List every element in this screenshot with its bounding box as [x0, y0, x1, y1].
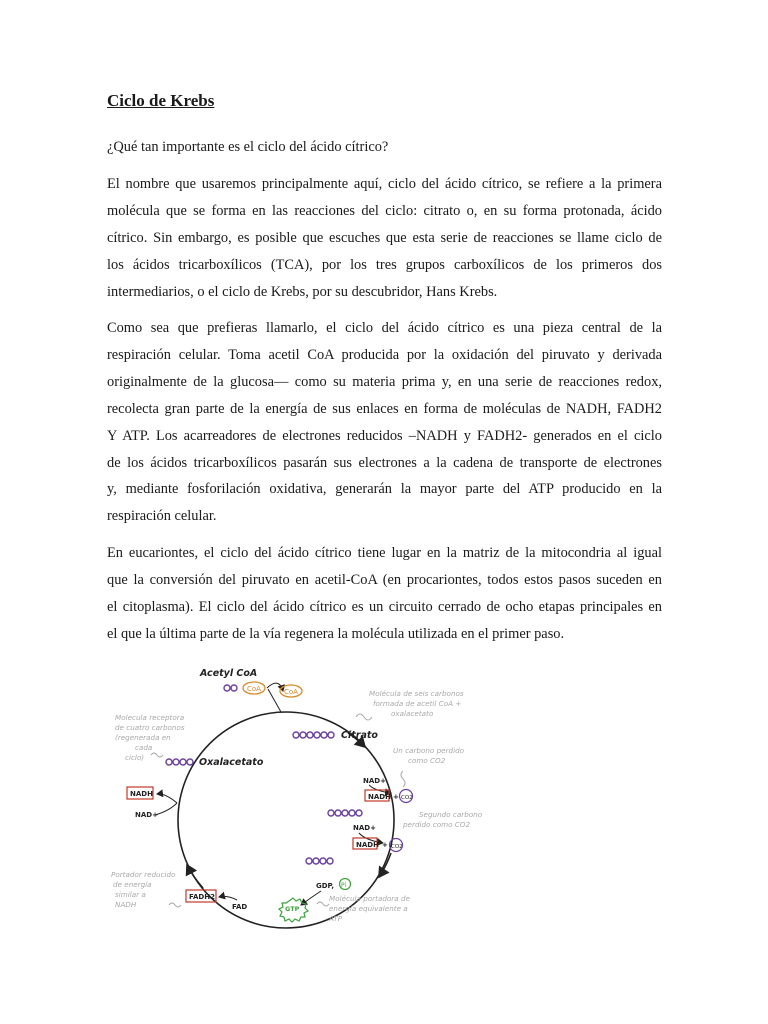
gtp-label: GTP: [285, 905, 300, 913]
oxalacetato-label: Oxalacetato: [199, 757, 264, 768]
four-carbon-molecule: [306, 858, 333, 864]
paragraph-3: [107, 540, 662, 648]
nad-left-line: [155, 803, 177, 815]
squiggle-icon: [401, 771, 405, 787]
fadh2-arrow: [219, 896, 237, 900]
nad-arrow-1: [369, 785, 391, 793]
oxalacetato-carbons: [166, 759, 193, 765]
paragraph-line: En eucariontes, el ciclo del ácido cítrico tiene lugar en la matriz de la mitocondria al igual: [107, 545, 662, 561]
paragraph-line: los ácidos tricarboxílicos (TCA), por los tres grupos carboxílicos de los primeros dos: [107, 256, 662, 273]
coa-left-label: CoA: [247, 685, 261, 693]
nadh-label-left: NADH: [130, 790, 153, 798]
fadh2-label: FADH2: [189, 893, 215, 901]
paragraph-line: intermediarios, o el ciclo de Krebs, por su descubridor, Hans Krebs.: [107, 283, 498, 300]
paragraph-line: el que la última parte de la vía regenera la molécula utilizada en el primer paso.: [107, 625, 565, 642]
cycle-arrow: [187, 865, 203, 888]
atp-equiv-note: Molécula portadora de energía equivalente a ATP: [329, 894, 410, 923]
paragraph-line: Como sea que prefieras llamarlo, el ciclo del ácido cítrico es una pieza central de la: [107, 320, 662, 336]
paragraph-line: recolecta gran parte de la energía de sus enlaces en forma de moléculas de NADH, FADH2: [107, 400, 662, 417]
carbon-lost-2-note: Segundo carbono perdido como CO2: [403, 810, 483, 829]
page-title: Ciclo de Krebs: [107, 91, 215, 110]
question-heading: ¿Qué tan importante es el ciclo del ácido cítrico?: [107, 139, 389, 155]
five-carbon-molecule: [328, 810, 362, 816]
nadh-label-2: NADH: [356, 841, 379, 849]
plus-sign: +: [393, 793, 399, 801]
krebs-cycle-svg: [103, 655, 483, 930]
squiggle-icon: [169, 903, 181, 907]
squiggle-icon: [151, 753, 163, 757]
paragraph-line: de los ácidos tricarboxílicos pasarán sus electrones a la cadena de transporte de electrones: [107, 454, 662, 471]
paragraph-line: molécula que se forma en las reacciones del ciclo: citrato o, en su forma protonada, ácido: [107, 202, 662, 219]
paragraph-1: [107, 171, 662, 306]
carbon-lost-1-note: Un carbono perdido como CO2: [393, 746, 465, 765]
paragraph-2: [107, 315, 662, 530]
nadh-label-1: NADH: [368, 793, 391, 801]
nadh-left-arrow: [157, 794, 177, 803]
nad-label-left: NAD+: [135, 811, 158, 819]
paragraph-line: respiración celular.: [107, 508, 217, 525]
squiggle-icon: [317, 902, 329, 906]
pi-label: Pi: [341, 882, 347, 889]
krebs-cycle-diagram: [103, 655, 483, 930]
paragraph-line: respiración celular. Toma acetil CoA producida por la oxidación del piruvato y derivada: [107, 346, 662, 363]
squiggle-icon: [356, 714, 372, 720]
paragraph-line: que la conversión del piruvato en acetil-CoA (en procariontes, todos estos pasos suceden en: [107, 571, 662, 588]
paragraph-line: el citoplasma). El ciclo del ácido cítrico es un circuito cerrado de ocho etapas principales en: [107, 598, 662, 615]
citrato-carbons: [293, 732, 334, 738]
plus-sign: +: [382, 841, 388, 849]
co2-label-2: CO2: [391, 844, 403, 850]
paragraph-line: El nombre que usaremos principalmente aquí, ciclo del ácido cítrico, se refiere a la primera: [107, 176, 662, 192]
nad-label-1: NAD+: [363, 777, 386, 785]
fad-label: FAD: [232, 903, 248, 911]
paragraph-line: cítrico. Sin embargo, es posible que escuches que esta serie de reacciones se llame ciclo de: [107, 229, 662, 246]
six-carbon-note: Molécula de seis carbonos formada de acetil CoA + oxalacetato: [369, 689, 464, 718]
gdp-label: GDP,: [316, 882, 335, 890]
acetyl-carbons: [224, 685, 237, 691]
acetyl-coa-label: Acetyl CoA: [200, 668, 258, 679]
co2-label-1: CO2: [401, 795, 413, 801]
coa-right-label: CoA: [284, 688, 298, 696]
paragraph-line: originalmente de la glucosa— como su materia prima y, en una serie de reacciones redox,: [107, 373, 662, 390]
acceptor-note: Molecula receptora de cuatro carbonos (regenerada en cada ciclo): [115, 713, 185, 762]
citrato-label: Citrato: [341, 730, 378, 741]
paragraph-line: y, mediante fosforilación oxidativa, generarán la mayor parte del ATP producido en la: [107, 481, 662, 498]
nad-label-2: NAD+: [353, 824, 376, 832]
carrier-note: Portador reducido de energía similar a NADH: [111, 870, 176, 909]
acetyl-entry-line: [268, 689, 281, 712]
paragraph-line: Y ATP. Los acarreadores de electrones reducidos –NADH y FADH2- generados en el ciclo: [107, 427, 662, 444]
